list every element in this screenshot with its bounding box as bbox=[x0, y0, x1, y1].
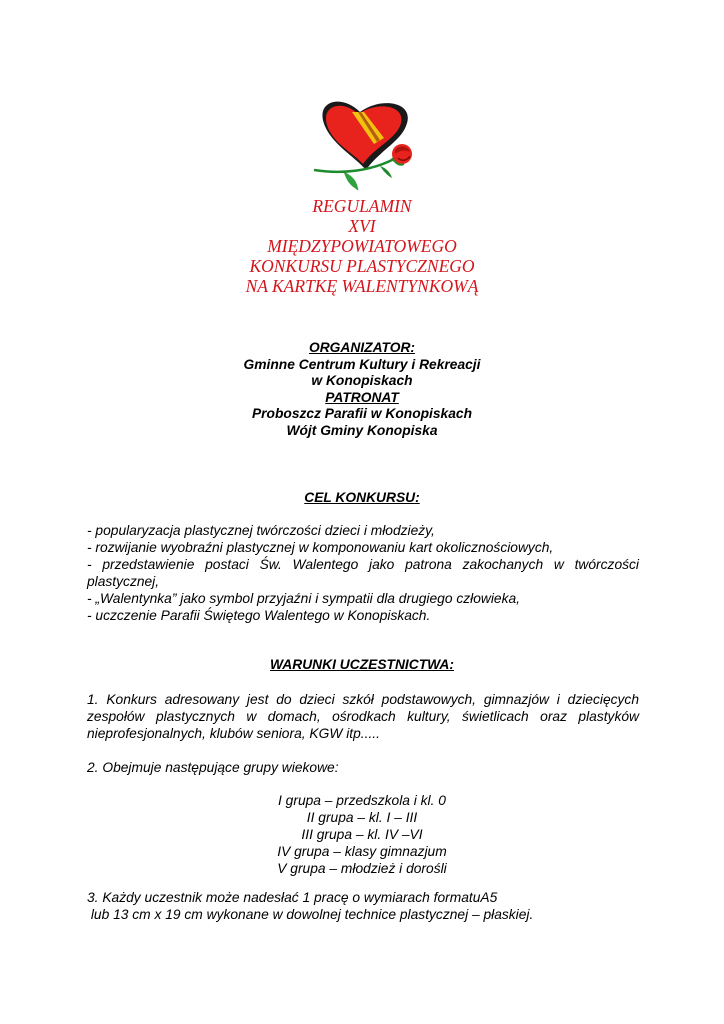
title-line: NA KARTKĘ WALENTYNKOWĄ bbox=[245, 276, 479, 296]
rose-leaf bbox=[344, 172, 358, 190]
organizer-heading: ORGANIZATOR: bbox=[308, 340, 416, 355]
condition-point-3-line: 3. Każdy uczestnik może nadesłać 1 pracę o wymiarach formatuA5 bbox=[87, 890, 498, 905]
age-group-item: III grupa – kl. IV –VI bbox=[301, 827, 423, 842]
goal-item: - uczczenie Parafii Świętego Walentego w Konopiskach. bbox=[87, 608, 431, 623]
age-group-item: I grupa – przedszkola i kl. 0 bbox=[278, 793, 446, 808]
organizer-section bbox=[0, 340, 724, 439]
title-line: MIĘDZYPOWIATOWEGO bbox=[267, 236, 457, 256]
goal-list bbox=[87, 522, 639, 624]
patron-item: Proboszcz Parafii w Konopiskach bbox=[251, 406, 473, 421]
patron-heading: PATRONAT bbox=[325, 389, 399, 405]
title-line: REGULAMIN bbox=[312, 196, 412, 216]
age-group-item: II grupa – kl. I – III bbox=[306, 810, 418, 825]
goal-item: - rozwijanie wyobraźni plastycznej w komponowaniu kart okolicznościowych, bbox=[87, 540, 554, 555]
goal-item: - popularyzacja plastycznej twórczości dzieci i młodzieży, bbox=[87, 523, 435, 538]
conditions-heading: WARUNKI UCZESTNICTWA: bbox=[270, 657, 454, 672]
patron-item: Wójt Gminy Konopiska bbox=[286, 422, 438, 438]
condition-point-3-line: lub 13 cm x 19 cm wykonane w dowolnej technice plastycznej – płaskiej. bbox=[87, 907, 534, 922]
title-line: XVI bbox=[348, 216, 376, 236]
goal-section-heading bbox=[0, 490, 724, 507]
organizer-name: Gminne Centrum Kultury i Rekreacji bbox=[243, 356, 481, 372]
age-group-item: V grupa – młodzież i dorośli bbox=[277, 861, 447, 876]
condition-point-3 bbox=[87, 889, 639, 923]
rose-leaf bbox=[380, 166, 392, 178]
heart-rose-logo bbox=[300, 92, 430, 200]
condition-point-2: 2. Obejmuje następujące grupy wiekowe: bbox=[87, 760, 339, 775]
condition-point-1: 1. Konkurs adresowany jest do dzieci szkół podstawowych, gimnazjów i dziecięcych zespołów plastycznych w domach, ośrodkach kultury, świetlicach oraz plastyków nieprofesjonalnych, klubów seniora, KGW itp..... bbox=[87, 692, 639, 741]
goal-item: - „Walentynka” jako symbol przyjaźni i sympatii dla drugiego człowieka, bbox=[87, 591, 520, 606]
goal-item: - przedstawienie postaci Św. Walentego jako patrona zakochanych w twórczości plastycznej, bbox=[87, 557, 639, 589]
age-group-item: IV grupa – klasy gimnazjum bbox=[277, 844, 447, 859]
organizer-location: w Konopiskach bbox=[311, 373, 413, 388]
document-title bbox=[0, 196, 724, 296]
conditions-section-heading bbox=[0, 657, 724, 674]
goal-heading: CEL KONKURSU: bbox=[304, 490, 420, 505]
age-groups-list bbox=[0, 792, 724, 877]
title-line: KONKURSU PLASTYCZNEGO bbox=[249, 256, 475, 276]
